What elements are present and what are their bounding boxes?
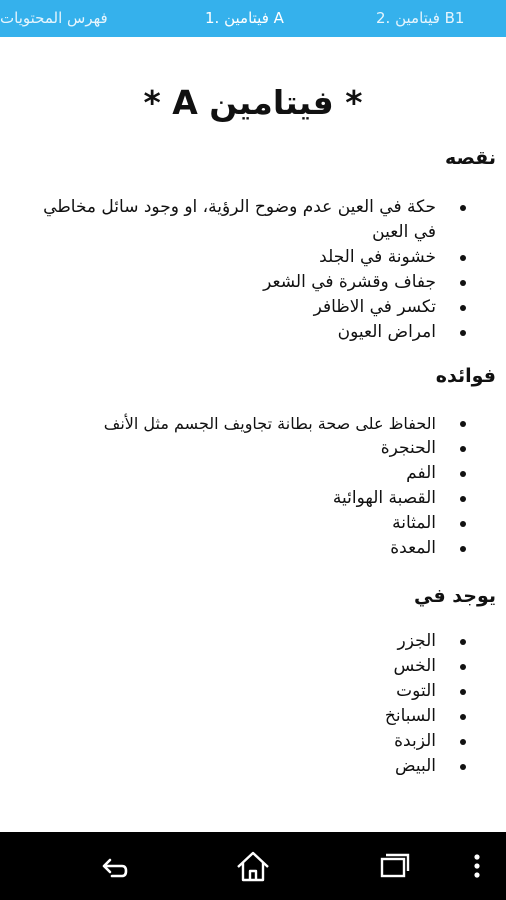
section-heading-benefits: فوائده — [435, 365, 496, 387]
list-item: جفاف وقشرة في الشعر — [26, 270, 466, 295]
list-item: تكسر في الاظافر — [26, 295, 466, 320]
list-item: المعدة — [26, 536, 466, 561]
list-item: امراض العيون — [26, 320, 466, 345]
list-item: الجزر — [26, 629, 466, 654]
list-item: حكة في العين عدم وضوح الرؤية، او وجود سائل مخاطي في العين — [26, 195, 466, 245]
tab-vitamin-a[interactable]: 1. فيتامين A — [205, 0, 284, 37]
list-item: السبانخ — [26, 704, 466, 729]
sources-list — [26, 629, 466, 779]
tab-strip — [0, 0, 506, 37]
list-item: المثانة — [26, 511, 466, 536]
tab-table-of-contents[interactable]: فهرس المحتويات — [0, 9, 108, 27]
list-item: الخس — [26, 654, 466, 679]
list-item: الزبدة — [26, 729, 466, 754]
deficiency-list — [26, 195, 466, 345]
benefits-list — [26, 411, 466, 561]
article-content[interactable] — [0, 37, 506, 776]
home-icon[interactable] — [233, 846, 273, 886]
list-item: الفم — [26, 461, 466, 486]
list-item: البيض — [26, 754, 466, 779]
back-icon[interactable] — [94, 846, 134, 886]
list-item: الحنجرة — [26, 436, 466, 461]
tab-vitamin-b1[interactable]: 2. فيتامين B1 — [376, 9, 465, 27]
section-heading-deficiency: نقصه — [444, 147, 496, 169]
system-navigation-bar — [0, 832, 506, 900]
page-title: * فيتامين A * — [143, 83, 363, 122]
list-item: التوت — [26, 679, 466, 704]
section-heading-found-in: يوجد في — [414, 585, 496, 607]
list-item: القصبة الهوائية — [26, 486, 466, 511]
menu-icon[interactable] — [462, 846, 492, 886]
list-item: خشونة في الجلد — [26, 245, 466, 270]
list-item: الحفاظ على صحة بطانة تجاويف الجسم مثل الأنف — [26, 411, 466, 436]
recents-icon[interactable] — [374, 846, 414, 886]
